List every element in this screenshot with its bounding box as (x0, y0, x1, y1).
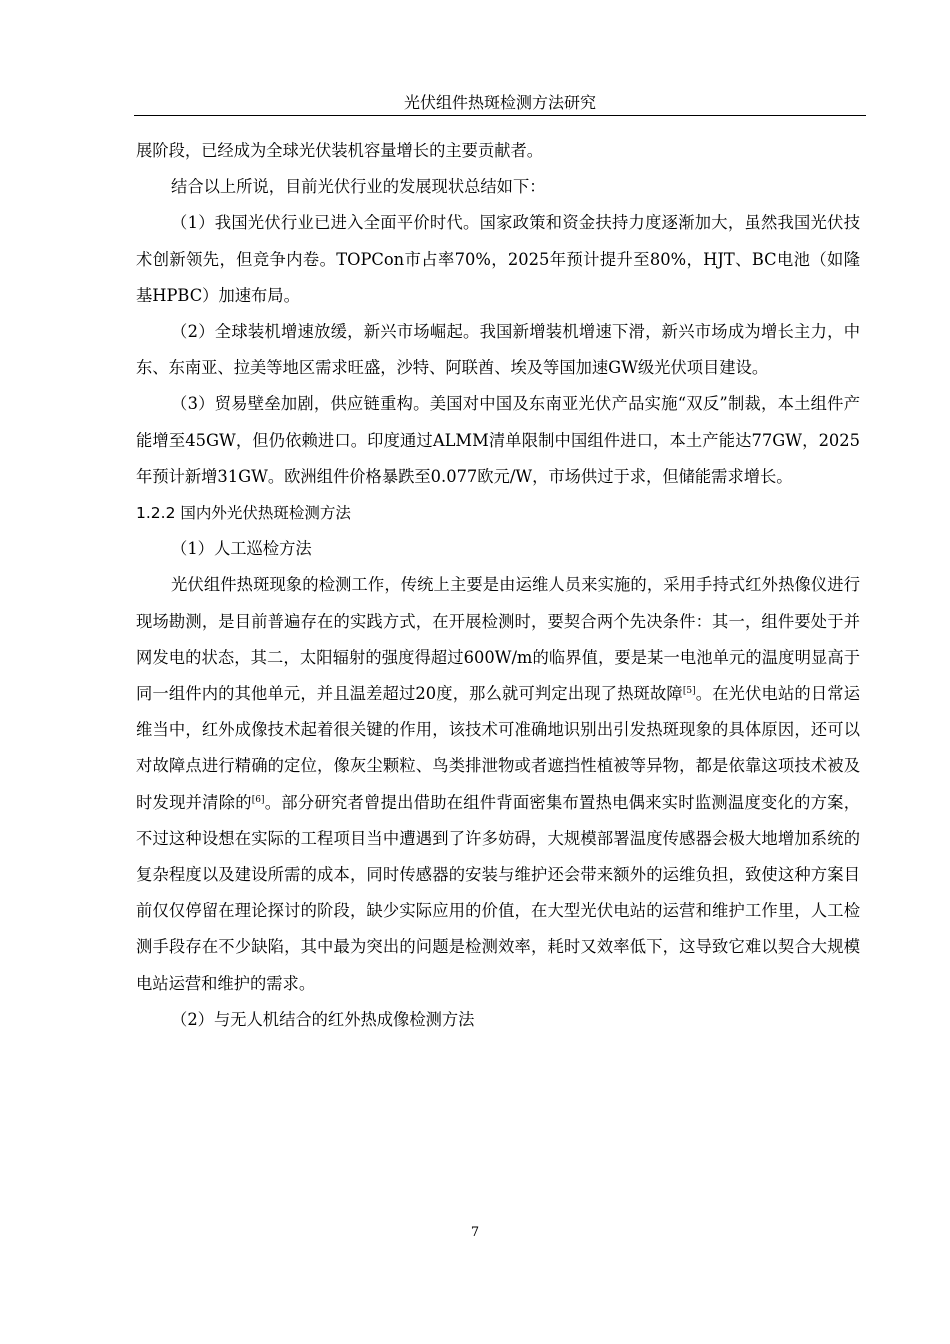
manual-text-part-3: 。部分研究者曾提出借助在组件背面密集布置热电偶来实时监测温度变化的方案，不过这种设想在实际的工程项目当中遭遇到了许多妨碍，大规模部署温度传感器会极大地增加系统的复杂程度以及建设所需的成本，同时传感器的安装与维护还会带来额外的运维负担，致使这种方案目前仅仅停留在理论探讨的阶段，缺少实际应用的价值，在大型光伏电站的运营和维护工作里，人工检测手段存在不少缺陷，其中最为突出的问题是检测效率，耗时又效率低下，这导致它难以契合大规模电站运营和维护的需求。 (136, 792, 860, 993)
subsection-title-uav: （2）与无人机结合的红外热成像检测方法 (171, 1009, 475, 1029)
manual-text-part-2: 。在光伏电站的日常运维当中，红外成像技术起着很关键的作用，该技术可准确地识别出引发热斑现象的具体原因，还可以对故障点进行精确的定位，像灰尘颗粒、鸟类排泄物或者遮挡性植被等异物，都是依靠这项技术被及时发现并清除的 (136, 684, 860, 812)
running-header: 光伏组件热斑检测方法研究 (403, 93, 596, 112)
citation-5: [5] (682, 686, 696, 697)
subsection-title-manual: （1）人工巡检方法 (171, 539, 312, 559)
paragraph-manual-inspection (136, 567, 860, 1001)
body-text (136, 133, 860, 1038)
paragraph-point-1: （1）我国光伏行业已进入全面平价时代。国家政策和资金扶持力度逐渐加大，虽然我国光伏技术创新领先，但竞争内卷。TOPCon市占率70%，2025年预计提升至80%，HJT、BC电池（如隆基HPBC）加速布局。 (136, 213, 860, 305)
paragraph-summary-intro: 结合以上所说，目前光伏行业的发展现状总结如下： (171, 177, 546, 197)
paragraph-point-2: （2）全球装机增速放缓，新兴市场崛起。我国新增装机增速下滑，新兴市场成为增长主力，中东、东南亚、拉美等地区需求旺盛，沙特、阿联酋、埃及等国加速GW级光伏项目建设。 (136, 322, 860, 378)
manual-text-part-1: 光伏组件热斑现象的检测工作，传统上主要是由运维人员来实施的，采用手持式红外热像仪进行现场勘测，是目前普遍存在的实践方式，在开展检测时，要契合两个先决条件：其一，组件要处于并网发电的状态，其二，太阳辐射的强度得超过600W/m的临界值，要是某一电池单元的温度明显高于同一组件内的其他单元，并且温差超过20度，那么就可判定出现了热斑故障 (136, 575, 860, 704)
header-rule (134, 115, 866, 116)
section-heading: 1.2.2 国内外光伏热斑检测方法 (136, 504, 351, 523)
paragraph-continued: 展阶段，已经成为全球光伏装机容量增长的主要贡献者。 (136, 141, 544, 160)
page-number: 7 (470, 1225, 480, 1240)
paragraph-point-3: （3）贸易壁垒加剧，供应链重构。美国对中国及东南亚光伏产品实施“双反”制裁，本土组件产能增至45GW，但仍依赖进口。印度通过ALMM清单限制中国组件进口，本土产能达77GW，2025年预计新增31GW。欧洲组件价格暴跌至0.077欧元/W，市场供过于求，但储能需求增长。 (136, 394, 860, 486)
citation-6: [6] (251, 794, 265, 805)
